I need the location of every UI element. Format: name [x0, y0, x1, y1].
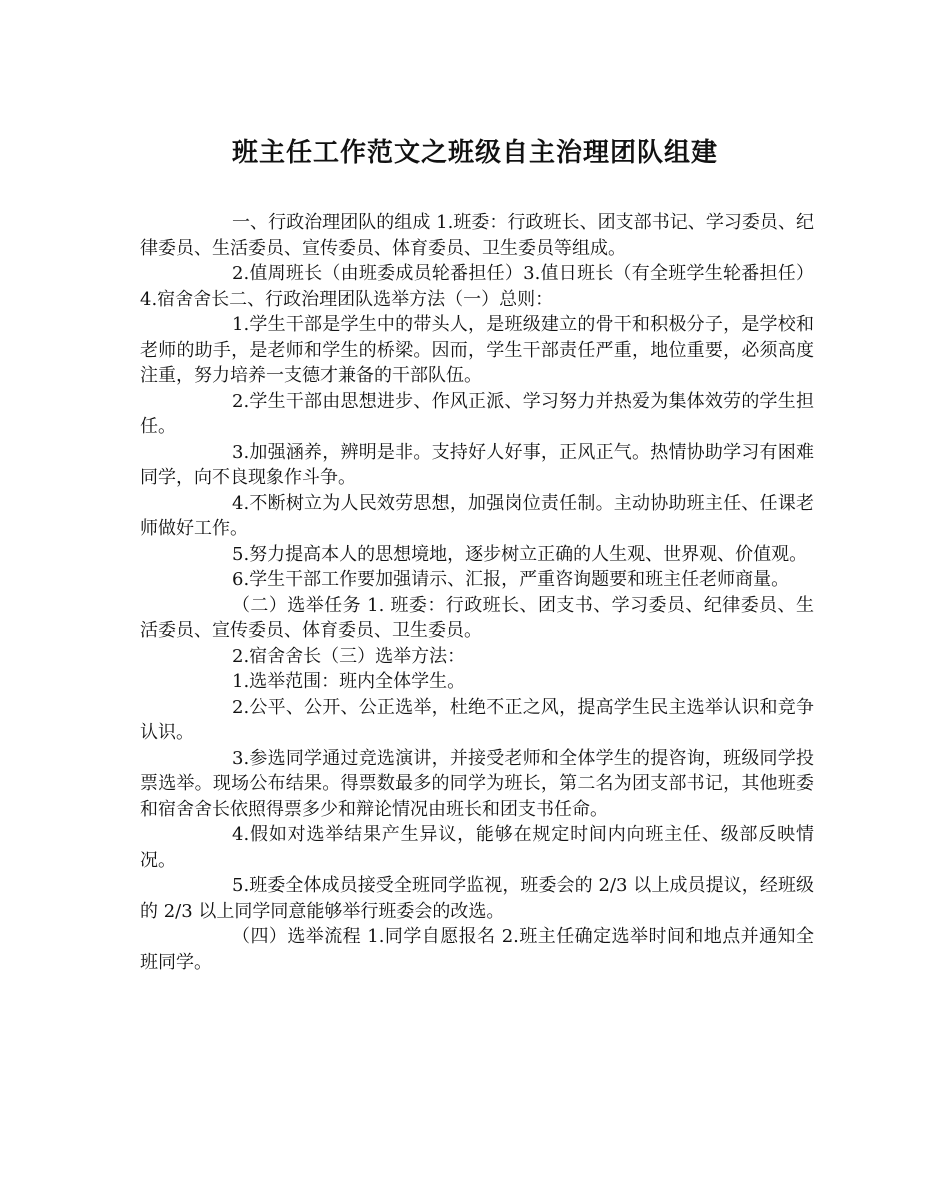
paragraph-16: （四）选举流程 1.同学自愿报名 2.班主任确定选举时间和地点并通知全班同学。 — [140, 926, 814, 973]
paragraph-11: 1.选举范围：班内全体学生。 — [232, 671, 466, 692]
paragraph-7: 5.努力提高本人的思想境地，逐步树立正确的人生观、世界观、价值观。 — [232, 543, 808, 565]
document-body — [140, 210, 814, 975]
paragraph-12: 2.公平、公开、公正选举，杜绝不正之风，提高学生民主选举认识和竞争认识。 — [140, 696, 814, 743]
paragraph-13: 3.参选同学通过竞选演讲，并接受老师和全体学生的提咨询，班级同学投票选举。现场公布结果。得票数最多的同学为班长，第二名为团支部书记，其他班委和宿舍舍长依照得票多少和辩论情况由班长和团支书任命。 — [140, 747, 814, 820]
paragraph-3: 1.学生干部是学生中的带头人，是班级建立的骨干和积极分子，是学校和老师的助手，是老师和学生的桥梁。因而，学生干部责任严重，地位重要，必须高度注重，努力培养一支德才兼备的干部队伍。 — [140, 314, 814, 386]
paragraph-5: 3.加强涵养，辨明是非。支持好人好事，正风正气。热情协助学习有困难同学，向不良现象作斗争。 — [140, 441, 814, 488]
paragraph-9: （二）选举任务 1. 班委：行政班长、团支书、学习委员、纪律委员、生活委员、宣传委员、体育委员、卫生委员。 — [140, 594, 814, 641]
paragraph-2: 2.值周班长（由班委成员轮番担任）3.值日班长（有全班学生轮番担任）4.宿舍舍长二、行政治理团队选举方法（一）总则： — [140, 263, 814, 310]
paragraph-14: 4.假如对选举结果产生异议，能够在规定时间内向班主任、级部反映情况。 — [140, 824, 814, 871]
paragraph-10: 2.宿舍舍长（三）选举方法： — [232, 645, 466, 667]
paragraph-6: 4.不断树立为人民效劳思想，加强岗位责任制。主动协助班主任、任课老师做好工作。 — [140, 492, 814, 539]
document-title: 班主任工作范文之班级自主治理团队组建 — [231, 138, 718, 168]
paragraph-4: 2.学生干部由思想进步、作风正派、学习努力并热爱为集体效劳的学生担任。 — [140, 390, 814, 437]
paragraph-15: 5.班委全体成员接受全班同学监视，班委会的 2/3 以上成员提议，经班级的 2/3 以上同学同意能够举行班委会的改选。 — [140, 875, 814, 922]
paragraph-1: 一、行政治理团队的组成 1.班委：行政班长、团支部书记、学习委员、纪律委员、生活委员、宣传委员、体育委员、卫生委员等组成。 — [140, 212, 814, 259]
paragraph-8: 6.学生干部工作要加强请示、汇报，严重咨询题要和班主任老师商量。 — [232, 569, 790, 590]
